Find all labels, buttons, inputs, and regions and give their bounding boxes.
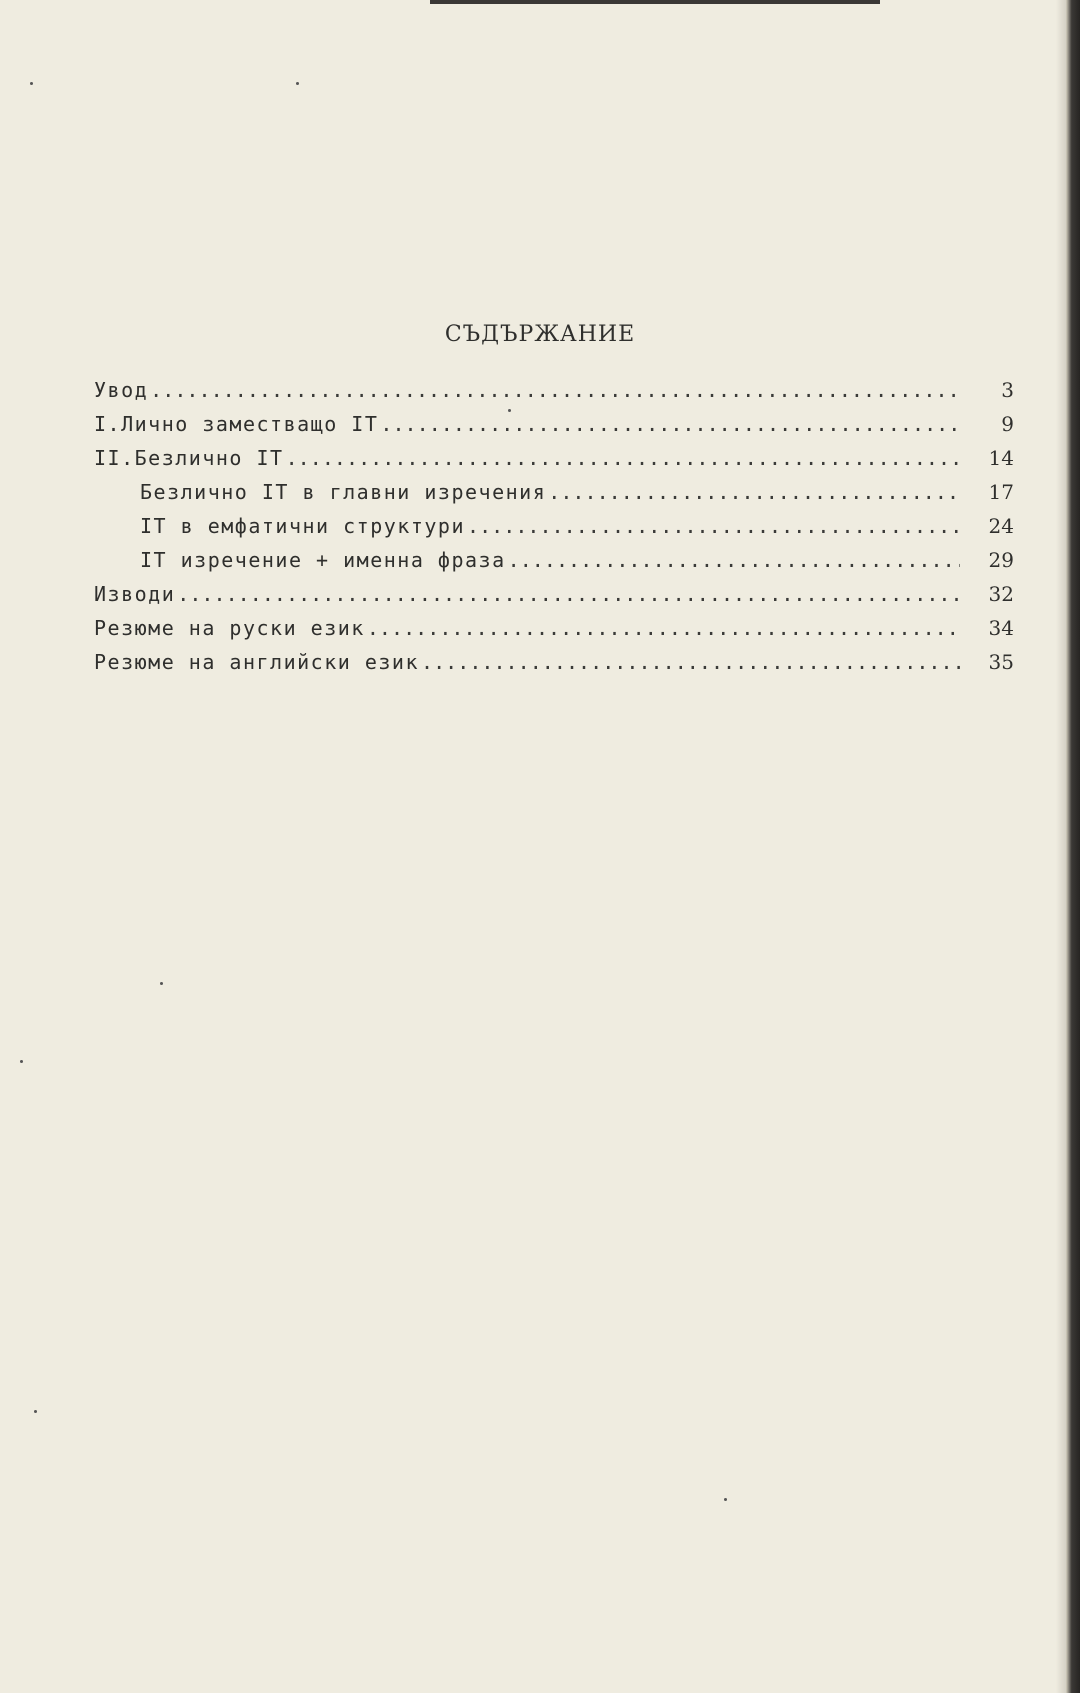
dot-leader — [150, 378, 960, 402]
toc-entry-label: Резюме на английски език — [94, 650, 419, 674]
toc-entry — [94, 412, 1014, 446]
toc-page-number: 35 — [988, 650, 1014, 674]
paper-speck — [20, 1060, 23, 1063]
toc-page-number: 14 — [988, 446, 1014, 470]
toc-entry-label: IT в емфатични структури — [140, 514, 465, 538]
toc-entry — [94, 616, 1014, 650]
paper-speck — [296, 82, 299, 85]
paper-speck — [724, 1498, 727, 1501]
dot-leader — [177, 582, 960, 606]
toc-entry-label: II.Безлично IT — [94, 446, 284, 470]
toc-page-number: 32 — [988, 582, 1014, 606]
toc-entry — [94, 480, 1014, 514]
dot-leader — [421, 650, 960, 674]
toc-entry-label: I.Лично заместващо IT — [94, 412, 379, 436]
top-edge-shadow — [430, 0, 880, 4]
toc-entry — [94, 650, 1014, 684]
toc-entry — [94, 582, 1014, 616]
toc-entry-label: Изводи — [94, 582, 176, 606]
table-of-contents — [94, 378, 1014, 684]
toc-page-number: 17 — [988, 480, 1014, 504]
toc-entry-label: Увод — [94, 378, 149, 402]
page-title: СЪДЪРЖАНИЕ — [444, 322, 636, 347]
toc-entry-label: Безлично IT в главни изречения — [140, 480, 547, 504]
toc-page-number: 29 — [988, 548, 1014, 572]
toc-entry — [94, 446, 1014, 480]
toc-entry-label: Резюме на руски език — [94, 616, 365, 640]
paper-speck — [160, 982, 163, 985]
dot-leader — [286, 446, 960, 470]
toc-entry — [94, 548, 1014, 582]
dot-leader — [467, 514, 960, 538]
dot-leader — [367, 616, 960, 640]
toc-entry-label: IT изречение + именна фраза — [140, 548, 506, 572]
toc-entry — [94, 378, 1014, 412]
dot-leader — [508, 548, 960, 572]
dot-leader — [380, 412, 960, 436]
dot-leader — [548, 480, 960, 504]
toc-page-number: 3 — [1001, 378, 1014, 402]
toc-page-number: 9 — [1001, 412, 1014, 436]
paper-speck — [34, 1410, 37, 1413]
toc-page-number: 34 — [988, 616, 1014, 640]
page-gutter-shade — [1056, 0, 1066, 1693]
paper-speck — [30, 82, 33, 85]
toc-page-number: 24 — [988, 514, 1014, 538]
toc-entry — [94, 514, 1014, 548]
page-binding-edge — [1066, 0, 1080, 1693]
